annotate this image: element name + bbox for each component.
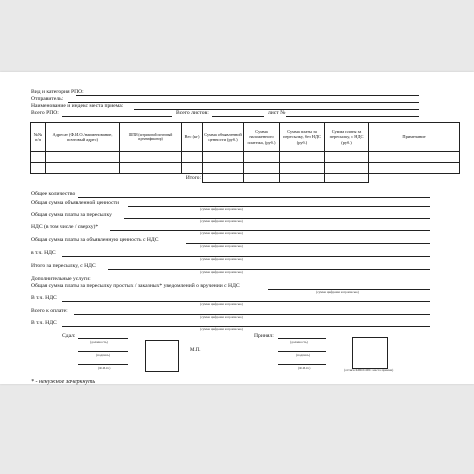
- table-cell[interactable]: [46, 163, 120, 174]
- col-header-ob-cennost: Сумма объявленной ценности (руб.): [203, 123, 244, 152]
- caption-podpis: (подпись): [296, 353, 311, 357]
- list-no-field[interactable]: [286, 116, 419, 117]
- table-cell[interactable]: [203, 163, 244, 174]
- prinyal-stamp-box: [352, 337, 388, 369]
- sdal-fio-field[interactable]: [78, 364, 128, 365]
- table-cell[interactable]: [120, 163, 182, 174]
- table-cell[interactable]: [244, 152, 280, 163]
- v-t-nds-2-label: В т.ч. НДС: [31, 295, 57, 301]
- sdal-stamp-box: [145, 340, 179, 372]
- col-header-primechanie: Примечание: [369, 123, 460, 152]
- obshaya-summa-ob-field[interactable]: [128, 206, 430, 207]
- table-cell[interactable]: [120, 152, 182, 163]
- table-cell[interactable]: [325, 163, 369, 174]
- caption-podpis: (подпись): [96, 353, 111, 357]
- vsego-listov-field[interactable]: [212, 116, 264, 117]
- sdal-dolzhnost-field[interactable]: [78, 338, 128, 339]
- vid-label: Вид и категория РПО:: [31, 89, 84, 95]
- itogo-za-peresylku-field[interactable]: [108, 269, 430, 270]
- caption-propis: (сумма цифрами и прописью): [316, 290, 359, 294]
- vsego-listov-label: Всего листов:: [176, 110, 209, 116]
- vsego-rpo-label: Всего РПО:: [31, 110, 59, 116]
- itogo-cell[interactable]: [325, 174, 369, 183]
- col-header-ves: Вес (кг): [182, 123, 203, 152]
- sdal-podpis-field[interactable]: [78, 351, 128, 352]
- table-cell[interactable]: [31, 152, 46, 163]
- col-header-plata-s-nds: Сумма платы за пересылку, с НДС (руб.): [325, 123, 369, 152]
- otpravitel-label: Отправитель:: [31, 96, 64, 102]
- col-header-shpi: ШПИ (штриховой почтовый идентификатор): [120, 123, 182, 152]
- naimenovanie-label: Наименование и индекс места приема:: [31, 103, 124, 109]
- rpo-table: [30, 122, 460, 183]
- obshaya-summa-uved-label: Общая сумма платы за пересылку простых / заказных* уведомлений о вручении с НДС: [31, 283, 240, 289]
- vid-field[interactable]: [76, 95, 419, 96]
- v-t-nds-3-label: В т.ч. НДС: [31, 320, 57, 326]
- caption-propis: (сумма цифрами и прописью): [200, 231, 243, 235]
- vsego-k-oplate-field[interactable]: [74, 314, 430, 315]
- caption-fio: (Ф.И.О.): [298, 366, 311, 370]
- itogo-blank: [369, 174, 460, 183]
- mp-label: М.П.: [190, 348, 201, 353]
- dop-uslugi-label: Дополнительные услуги:: [31, 276, 91, 282]
- obshaya-summa-plat-field[interactable]: [124, 218, 430, 219]
- caption-propis: (сумма цифрами и прописью): [200, 270, 243, 274]
- col-header-adresat: Адресат (Ф.И.О./наименование, почтовый адрес): [46, 123, 120, 152]
- caption-propis: (сумма цифрами и прописью): [200, 327, 243, 331]
- caption-propis: (сумма цифрами и прописью): [200, 257, 243, 261]
- caption-dolzhnost: (должность): [90, 340, 108, 344]
- v-t-nds-1-field[interactable]: [62, 256, 430, 257]
- table-row-itogo: [31, 174, 460, 183]
- table-cell[interactable]: [244, 163, 280, 174]
- v-t-nds-3-field[interactable]: [62, 326, 430, 327]
- obshaya-summa-plat-label: Общая сумма платы за пересылку: [31, 212, 112, 218]
- table-header-row: [31, 123, 460, 152]
- obshee-kolichestvo-label: Общее количество: [31, 191, 76, 197]
- prinyal-podpis-field[interactable]: [278, 351, 326, 352]
- vsego-rpo-field[interactable]: [62, 116, 172, 117]
- table-cell[interactable]: [369, 152, 460, 163]
- prinyal-label: Принял:: [254, 333, 274, 339]
- table-cell[interactable]: [280, 163, 325, 174]
- itogo-za-peresylku-label: Итого за пересылку, с НДС: [31, 263, 96, 269]
- obshee-kolichestvo-field[interactable]: [78, 197, 430, 198]
- obshaya-summa-ob-label: Общая сумма объявленной ценности: [31, 200, 120, 206]
- sdal-label: Сдал:: [62, 333, 76, 339]
- v-t-nds-2-field[interactable]: [62, 301, 430, 302]
- table-cell[interactable]: [325, 152, 369, 163]
- caption-propis: (сумма цифрами и прописью): [200, 219, 243, 223]
- vsego-k-oplate-label: Всего к оплате:: [31, 308, 68, 314]
- table-cell[interactable]: [203, 152, 244, 163]
- obshaya-summa-plat-ob-label: Общая сумма платы за объявленную ценность с НДС: [31, 237, 159, 243]
- caption-fio: (Ф.И.О.): [98, 366, 111, 370]
- prinyal-fio-field[interactable]: [278, 364, 326, 365]
- caption-dolzhnost: (должность): [290, 340, 308, 344]
- col-header-plata-bez-nds: Сумма платы за пересылку, без НДС (руб.): [280, 123, 325, 152]
- caption-propis: (сумма цифрами и прописью): [200, 302, 243, 306]
- table-cell[interactable]: [31, 163, 46, 174]
- prinyal-dolzhnost-field[interactable]: [278, 338, 326, 339]
- caption-propis: (сумма цифрами и прописью): [200, 207, 243, 211]
- itogo-cell[interactable]: [244, 174, 280, 183]
- list-no-label: лист №: [268, 110, 286, 116]
- table-cell[interactable]: [46, 152, 120, 163]
- itogo-cell[interactable]: [203, 174, 244, 183]
- caption-propis: (сумма цифрами и прописью): [200, 244, 243, 248]
- table-cell[interactable]: [182, 163, 203, 174]
- v-t-nds-1-label: в т.ч. НДС: [31, 250, 56, 256]
- table-cell[interactable]: [369, 163, 460, 174]
- footnote: * - ненужное зачеркнуть: [31, 379, 96, 385]
- nds-v-tom-label: НДС (в том числе / сверху)*: [31, 224, 99, 230]
- table-row: [31, 152, 460, 163]
- itogo-cell[interactable]: [280, 174, 325, 183]
- table-cell[interactable]: [280, 152, 325, 163]
- itogo-label: Итого:: [185, 175, 201, 182]
- shtamp-caption: (оттиск КПШ ОПС места приема): [344, 368, 394, 372]
- caption-propis: (сумма цифрами и прописью): [200, 315, 243, 319]
- table-row: [31, 163, 460, 174]
- table-cell[interactable]: [182, 152, 203, 163]
- nds-v-tom-field[interactable]: [110, 230, 430, 231]
- col-header-num: №№ п/п: [31, 123, 46, 152]
- col-header-nal-platezh: Сумма наложенного платежа, (руб.): [244, 123, 280, 152]
